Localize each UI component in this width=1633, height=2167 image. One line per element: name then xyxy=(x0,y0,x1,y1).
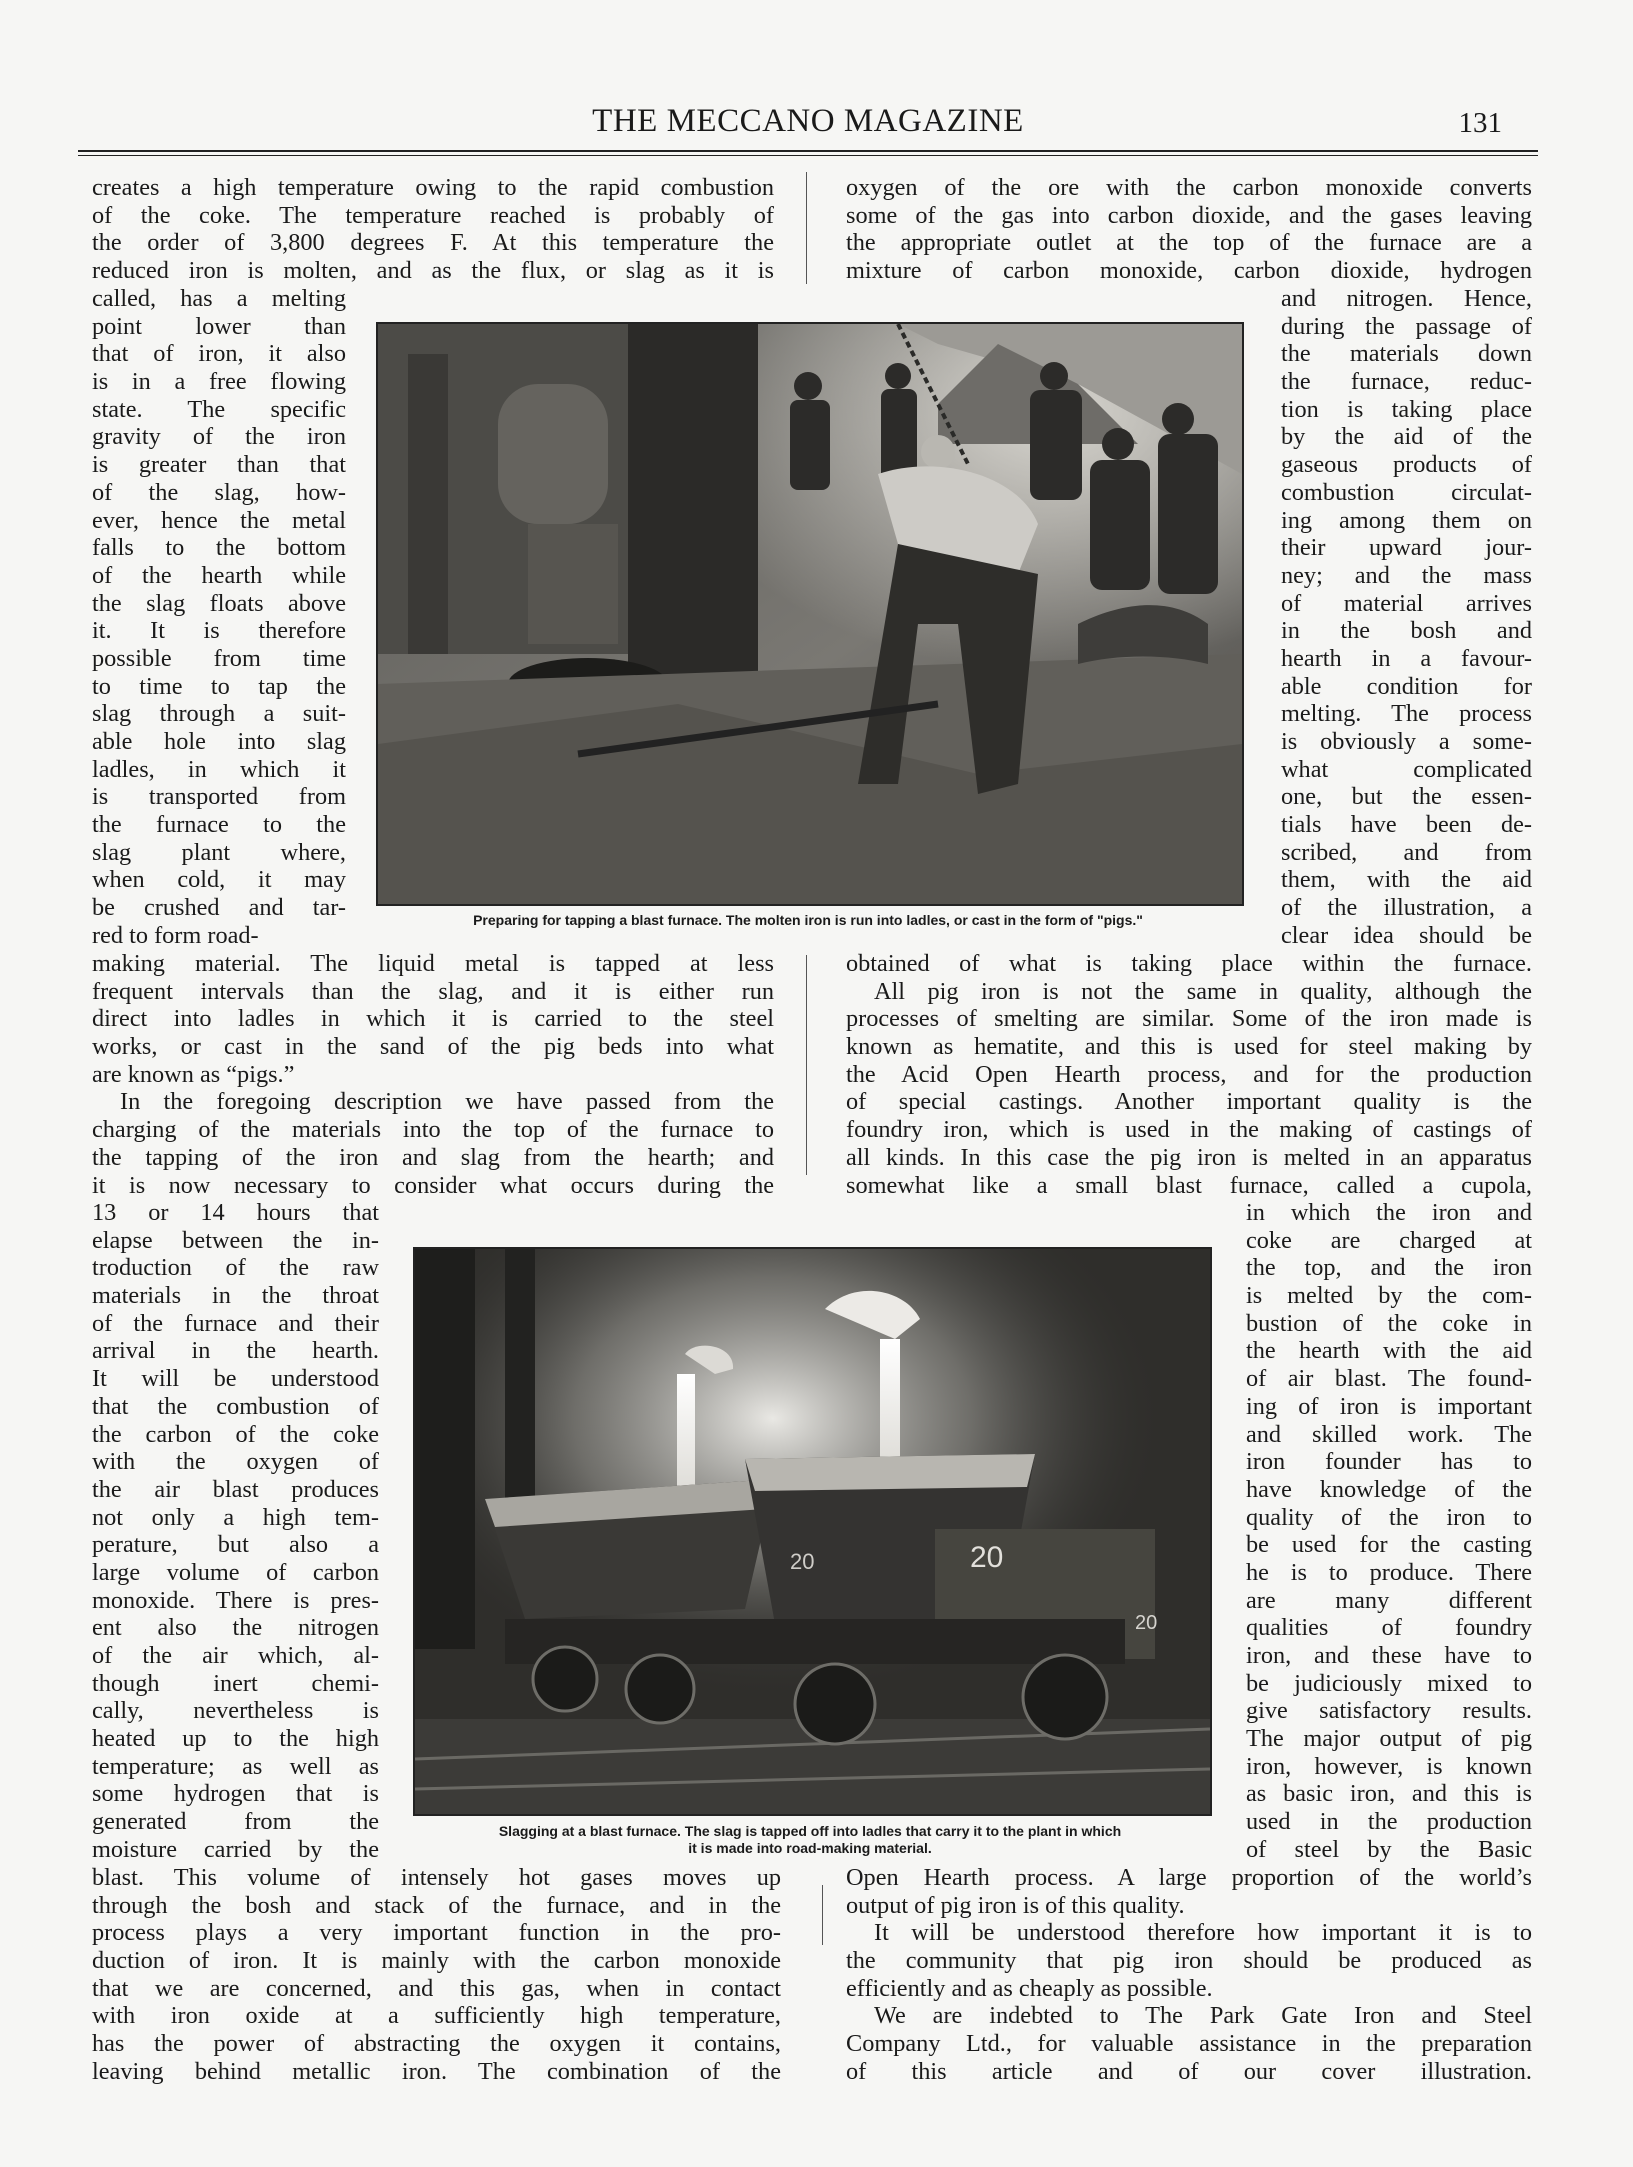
text-line: falls to the bottom xyxy=(92,534,346,562)
text-line: processes of smelting are similar. Some of the iron made is xyxy=(846,1005,1532,1033)
text-line: direct into ladles in which it is carried to the steel xyxy=(92,1005,774,1033)
text-line: give satisfactory results. xyxy=(1246,1697,1532,1725)
text-line: the furnace, reduc- xyxy=(1281,368,1532,396)
text-line: process plays a very important function in the pro- xyxy=(92,1919,781,1947)
text-line: and nitrogen. Hence, xyxy=(1281,285,1532,312)
text-line: of special castings. Another important quality is the xyxy=(846,1088,1532,1116)
text-line: their upward jour- xyxy=(1281,534,1532,562)
text-line: 13 or 14 hours that xyxy=(92,1199,379,1226)
text-line: the Acid Open Hearth process, and for the production xyxy=(846,1060,1532,1088)
text-line: efficiently and as cheaply as possible. xyxy=(846,1974,1213,2002)
text-line: combustion circulat- xyxy=(1281,478,1532,506)
text-line: of the hearth while xyxy=(92,561,346,589)
text-line: output of pig iron is of this quality. xyxy=(846,1891,1185,1919)
text-line: called, has a melting xyxy=(92,285,346,312)
text-line: is greater than that xyxy=(92,451,346,479)
text-line: iron, however, is known xyxy=(1246,1752,1532,1780)
text-line: the air blast produces xyxy=(92,1475,379,1503)
text-line: some of the gas into carbon dioxide, and the gases leaving xyxy=(846,201,1532,229)
column-divider xyxy=(806,955,807,1175)
header-rule xyxy=(78,150,1538,152)
text-line: the tapping of the iron and slag from the hearth; and xyxy=(92,1143,774,1171)
text-line: materials in the throat xyxy=(92,1282,379,1310)
text-line: what complicated xyxy=(1281,755,1532,783)
text-line: in the bosh and xyxy=(1281,617,1532,645)
right-column-bottom xyxy=(846,1864,1532,2086)
text-line: All pig iron is not the same in quality, although the xyxy=(874,977,1532,1005)
text-line: ing of iron is important xyxy=(1246,1392,1532,1420)
right-column-top xyxy=(846,174,1532,285)
text-line: The major output of pig xyxy=(1246,1725,1532,1753)
text-line: the materials down xyxy=(1281,340,1532,368)
text-line: frequent intervals than the slag, and it is either run xyxy=(92,977,774,1005)
slag-ladle-photo xyxy=(415,1249,1210,1814)
text-line: that the combustion of xyxy=(92,1392,379,1420)
left-column-bottom xyxy=(92,1864,781,2086)
text-line: leaving behind metallic iron. The combination of the xyxy=(92,2057,781,2085)
text-line: one, but the essen- xyxy=(1281,783,1532,811)
text-line: reduced iron is molten, and as the flux, or slag as it is xyxy=(92,257,774,285)
text-line: of the illustration, a xyxy=(1281,894,1532,922)
text-line: of steel by the Basic xyxy=(1246,1835,1532,1863)
text-line: slag plant where, xyxy=(92,838,346,866)
text-line: be crushed and tar- xyxy=(92,894,346,922)
text-line: the appropriate outlet at the top of the furnace are a xyxy=(846,229,1532,257)
text-line: charging of the materials into the top of the furnace to xyxy=(92,1116,774,1144)
text-line: Open Hearth process. A large proportion of the world’s xyxy=(846,1864,1532,1891)
figure-2-caption-line-2: it is made into road-making material. xyxy=(688,1840,932,1856)
text-line: blast. This volume of intensely hot gases moves up xyxy=(92,1864,781,1891)
text-line: duction of iron. It is mainly with the carbon monoxide xyxy=(92,1947,781,1975)
text-line: red to form road- xyxy=(92,921,259,949)
text-line: and skilled work. The xyxy=(1246,1420,1532,1448)
text-line: making material. The liquid metal is tapped at less xyxy=(92,950,774,977)
text-line: not only a high tem- xyxy=(92,1503,379,1531)
text-line: have knowledge of the xyxy=(1246,1475,1532,1503)
right-column-middle xyxy=(846,950,1532,1199)
ladle-number-label: 20 xyxy=(970,1541,1004,1574)
text-line: during the passage of xyxy=(1281,312,1532,340)
text-line: is transported from xyxy=(92,783,346,811)
text-line: perature, but also a xyxy=(92,1531,379,1559)
text-line: ladles, in which it xyxy=(92,755,346,783)
text-line: that of iron, it also xyxy=(92,340,346,368)
text-line: used in the production xyxy=(1246,1808,1532,1836)
text-line: some hydrogen that is xyxy=(92,1780,379,1808)
column-divider xyxy=(822,1885,823,1945)
text-line: hearth in a favour- xyxy=(1281,644,1532,672)
text-line: creates a high temperature owing to the rapid combustion xyxy=(92,174,774,201)
text-line: them, with the aid xyxy=(1281,866,1532,894)
text-line: all kinds. In this case the pig iron is melted in an apparatus xyxy=(846,1143,1532,1171)
text-line: it. It is therefore xyxy=(92,617,346,645)
text-line: temperature; as well as xyxy=(92,1752,379,1780)
left-column-middle xyxy=(92,950,774,1199)
figure-2-caption-line-1: Slagging at a blast furnace. The slag is tapped off into ladles that carry it to the plant in which xyxy=(498,1823,1122,1839)
text-line: We are indebted to The Park Gate Iron and Steel xyxy=(874,2002,1532,2030)
text-line: the hearth with the aid xyxy=(1246,1337,1532,1365)
text-line: gaseous products of xyxy=(1281,451,1532,479)
text-line: as basic iron, and this is xyxy=(1246,1780,1532,1808)
text-line: ing among them on xyxy=(1281,506,1532,534)
text-line: point lower than xyxy=(92,312,346,340)
text-line: with the oxygen of xyxy=(92,1448,379,1476)
text-line: the furnace to the xyxy=(92,811,346,839)
text-line: troduction of the raw xyxy=(92,1254,379,1282)
text-line: foundry iron, which is used in the making of castings of xyxy=(846,1116,1532,1144)
text-line: possible from time xyxy=(92,644,346,672)
text-line: elapse between the in- xyxy=(92,1226,379,1254)
magazine-title: THE MECCANO MAGAZINE xyxy=(592,103,1024,139)
text-line: somewhat like a small blast furnace, called a cupola, xyxy=(846,1171,1532,1199)
text-line: of this article and of our cover illustration. xyxy=(846,2057,1532,2085)
text-line: with iron oxide at a sufficiently high temperature, xyxy=(92,2002,781,2030)
text-line: monoxide. There is pres- xyxy=(92,1586,379,1614)
text-line: the slag floats above xyxy=(92,589,346,617)
text-line: the carbon of the coke xyxy=(92,1420,379,1448)
text-line: tion is taking place xyxy=(1281,395,1532,423)
text-line: tials have been de- xyxy=(1281,811,1532,839)
text-line: cally, nevertheless is xyxy=(92,1697,379,1725)
text-line: that we are concerned, and this gas, when in contact xyxy=(92,1974,781,2002)
text-line: by the aid of the xyxy=(1281,423,1532,451)
column-divider xyxy=(806,172,807,284)
text-line: ney; and the mass xyxy=(1281,561,1532,589)
text-line: is melted by the com- xyxy=(1246,1282,1532,1310)
running-header xyxy=(78,103,1538,143)
text-line: heated up to the high xyxy=(92,1725,379,1753)
page-number: 131 xyxy=(1458,107,1502,139)
text-line: the top, and the iron xyxy=(1246,1254,1532,1282)
text-line: through the bosh and stack of the furnace, and in the xyxy=(92,1891,781,1919)
ladle-number-label: 20 xyxy=(1135,1612,1158,1634)
text-line: bustion of the coke in xyxy=(1246,1309,1532,1337)
text-line: iron founder has to xyxy=(1246,1448,1532,1476)
text-line: has the power of abstracting the oxygen it contains, xyxy=(92,2030,781,2058)
text-line: of the furnace and their xyxy=(92,1309,379,1337)
furnace-tapping-photo xyxy=(378,324,1242,904)
text-line: quality of the iron to xyxy=(1246,1503,1532,1531)
text-line: to time to tap the xyxy=(92,672,346,700)
text-line: known as hematite, and this is used for steel making by xyxy=(846,1033,1532,1061)
text-line: of the air which, al- xyxy=(92,1642,379,1669)
text-line: qualities of foundry xyxy=(1246,1614,1532,1642)
text-line: ever, hence the metal xyxy=(92,506,346,534)
text-line: of material arrives xyxy=(1281,589,1532,617)
text-line: be judiciously mixed to xyxy=(1246,1669,1532,1697)
text-line: is in a free flowing xyxy=(92,368,346,396)
text-line: it is now necessary to consider what occurs during the xyxy=(92,1171,774,1199)
text-line: oxygen of the ore with the carbon monoxide converts xyxy=(846,174,1532,201)
text-line: ent also the nitrogen xyxy=(92,1614,379,1642)
text-line: large volume of carbon xyxy=(92,1558,379,1586)
text-line: clear idea should be xyxy=(1281,921,1532,949)
text-line: the community that pig iron should be produced as xyxy=(846,1947,1532,1975)
text-line: though inert chemi- xyxy=(92,1669,379,1697)
figure-1-caption: Preparing for tapping a blast furnace. The molten iron is run into ladles, or cast in the form of "pigs." xyxy=(473,912,1143,928)
text-line: are many different xyxy=(1246,1586,1532,1614)
left-column-beside-figure-2 xyxy=(92,1199,379,1864)
figure-tapping-blast-furnace xyxy=(376,322,1244,906)
text-line: works, or cast in the sand of the pig beds into what xyxy=(92,1033,774,1061)
text-line: generated from the xyxy=(92,1808,379,1836)
text-line: obtained of what is taking place within the furnace. xyxy=(846,950,1532,977)
text-line: melting. The process xyxy=(1281,700,1532,728)
text-line: able hole into slag xyxy=(92,728,346,755)
text-line: the order of 3,800 degrees F. At this temperature the xyxy=(92,229,774,257)
text-line: of air blast. The found- xyxy=(1246,1365,1532,1393)
figure-slagging-blast-furnace xyxy=(413,1247,1212,1816)
left-column-beside-figure-1 xyxy=(92,285,346,950)
right-column-beside-figure-2 xyxy=(1246,1199,1532,1864)
text-line: is obviously a some- xyxy=(1281,728,1532,755)
right-column-beside-figure-1 xyxy=(1281,285,1532,950)
text-line: scribed, and from xyxy=(1281,838,1532,866)
header-rule-thin xyxy=(78,155,1538,156)
text-line: in which the iron and xyxy=(1246,1199,1532,1226)
text-line: of the coke. The temperature reached is probably of xyxy=(92,201,774,229)
text-line: mixture of carbon monoxide, carbon dioxide, hydrogen xyxy=(846,257,1532,285)
text-line: gravity of the iron xyxy=(92,423,346,451)
text-line: state. The specific xyxy=(92,395,346,423)
text-line: coke are charged at xyxy=(1246,1226,1532,1254)
text-line: slag through a suit- xyxy=(92,700,346,728)
text-line: Company Ltd., for valuable assistance in the preparation xyxy=(846,2030,1532,2058)
text-line: are known as “pigs.” xyxy=(92,1060,295,1088)
text-line: able condition for xyxy=(1281,672,1532,700)
text-line: arrival in the hearth. xyxy=(92,1337,379,1365)
text-line: In the foregoing description we have passed from the xyxy=(120,1088,774,1116)
text-line: be used for the casting xyxy=(1246,1531,1532,1559)
text-line: when cold, it may xyxy=(92,866,346,894)
text-line: moisture carried by the xyxy=(92,1835,379,1863)
text-line: It will be understood xyxy=(92,1365,379,1393)
text-line: he is to produce. There xyxy=(1246,1558,1532,1586)
left-column-top xyxy=(92,174,774,285)
text-line: iron, and these have to xyxy=(1246,1642,1532,1669)
ladle-number-label: 20 xyxy=(790,1549,815,1574)
text-line: of the slag, how- xyxy=(92,478,346,506)
text-line: It will be understood therefore how important it is to xyxy=(874,1919,1532,1947)
